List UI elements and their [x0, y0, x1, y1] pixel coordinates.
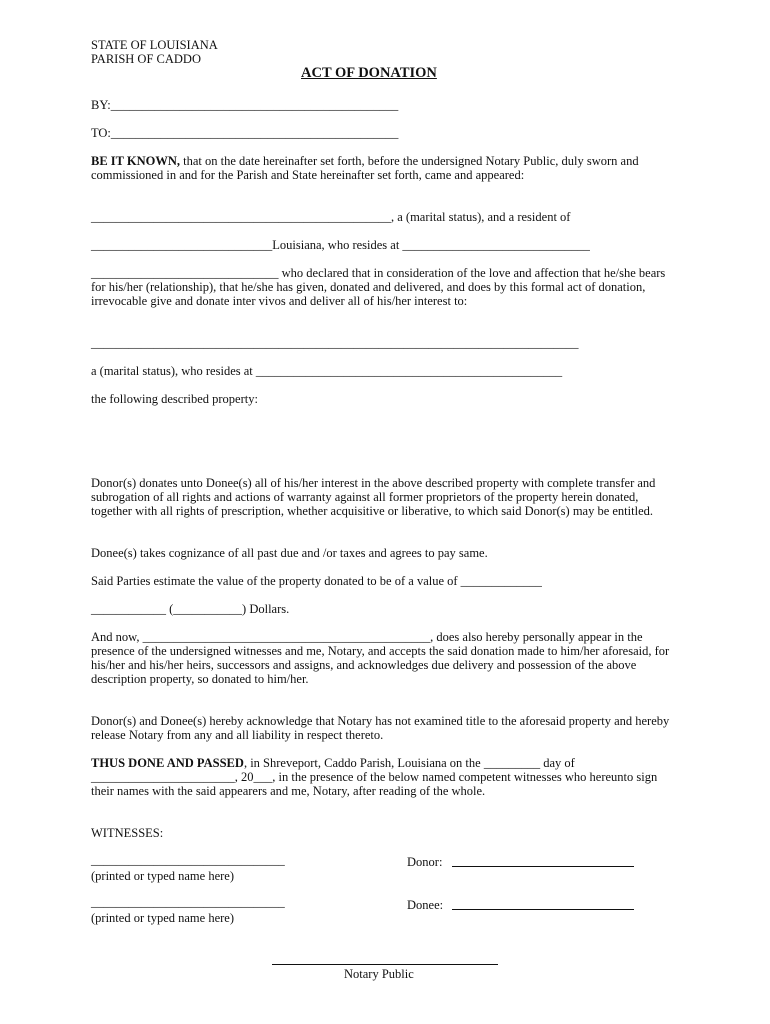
value-line[interactable]: Said Parties estimate the value of the property donated to be of a value of _____________ — [91, 574, 542, 588]
passed-paragraph — [91, 756, 681, 798]
passed-text: , in Shreveport, Caddo Parish, Louisiana on the _________ day of _______________________, 20___, in the presence of the below named competent witnesses who hereunto sign their names with the said appearers and me, Notary, after reading of the whole. — [91, 756, 658, 798]
appearer-line-1[interactable]: ________________________________________________, a (marital status), and a resident of — [91, 210, 571, 224]
witness-2-printed-name: (printed or typed name here) — [91, 911, 234, 925]
dollars-line[interactable]: ____________ (___________) Dollars. — [91, 602, 290, 616]
passed-bold: THUS DONE AND PASSED — [91, 756, 244, 770]
donee-name-field[interactable]: ______________________________________________________________________________ — [91, 336, 579, 350]
parish-heading: PARISH OF CADDO — [91, 52, 201, 66]
witnesses-label: WITNESSES: — [91, 826, 164, 840]
witness-1-signature-line[interactable]: _______________________________ — [91, 853, 285, 867]
witness-2-signature-line[interactable]: _______________________________ — [91, 895, 285, 909]
donor-label: Donor: — [407, 855, 443, 869]
donee-residence-line[interactable]: a (marital status), who resides at _________________________________________________ — [91, 364, 563, 378]
appearer-name-blank[interactable]: ______________________________ — [91, 266, 279, 280]
donee-label: Donee: — [407, 898, 444, 912]
declaration-text: who declared that in consideration of the love and affection that he/she bears for his/her (relationship), that he/she has given, donated and delivered, and does by this formal act of donation, irrevocable give and donate inter vivos and deliver all of his/her interest to: — [91, 266, 666, 308]
acceptance-paragraph: And now, ______________________________________________, does also hereby personally appear in the presence of the undersigned witnesses and me, Notary, and accepts the said donation made to him/her aforesaid, for his/her and his/her heirs, successors and assigns, and acknowledges due delivery and possession of the above description property, so donated to him/her. — [91, 630, 670, 686]
title-notice-paragraph: Donor(s) and Donee(s) hereby acknowledge that Notary has not examined title to the aforesaid property and hereby release Notary from any and all liability in respect thereto. — [91, 714, 670, 742]
intro-text: that on the date hereinafter set forth, before the undersigned Notary Public, duly sworn and commissioned in and for the Parish and State hereinafter set forth, came and appeared: — [91, 154, 639, 182]
donor-signature-line[interactable] — [452, 866, 634, 867]
witness-1-printed-name: (printed or typed name here) — [91, 869, 234, 883]
taxes-paragraph: Donee(s) takes cognizance of all past due and /or taxes and agrees to pay same. — [91, 546, 488, 560]
notary-signature-line[interactable] — [272, 964, 498, 965]
appearer-declaration — [91, 266, 681, 308]
by-field[interactable]: BY:______________________________________________ — [91, 98, 399, 112]
intro-bold: BE IT KNOWN, — [91, 154, 181, 168]
intro-paragraph — [91, 154, 681, 182]
to-field[interactable]: TO:______________________________________________ — [91, 126, 399, 140]
property-label: the following described property: — [91, 392, 258, 406]
transfer-paragraph: Donor(s) donates unto Donee(s) all of his/her interest in the above described property with complete transfer and subrogation of all rights and actions of warranty against all former proprietors of the property herein donated, together with all rights of prescription, whether acquisitive or liberative, to which said Donor(s) may be entitled. — [91, 476, 656, 518]
document-title: ACT OF DONATION — [301, 65, 437, 81]
donee-signature-line[interactable] — [452, 909, 634, 910]
notary-public-label: Notary Public — [344, 967, 414, 981]
appearer-line-2[interactable]: _____________________________Louisiana, who resides at ______________________________ — [91, 238, 590, 252]
state-heading: STATE OF LOUISIANA — [91, 38, 218, 52]
